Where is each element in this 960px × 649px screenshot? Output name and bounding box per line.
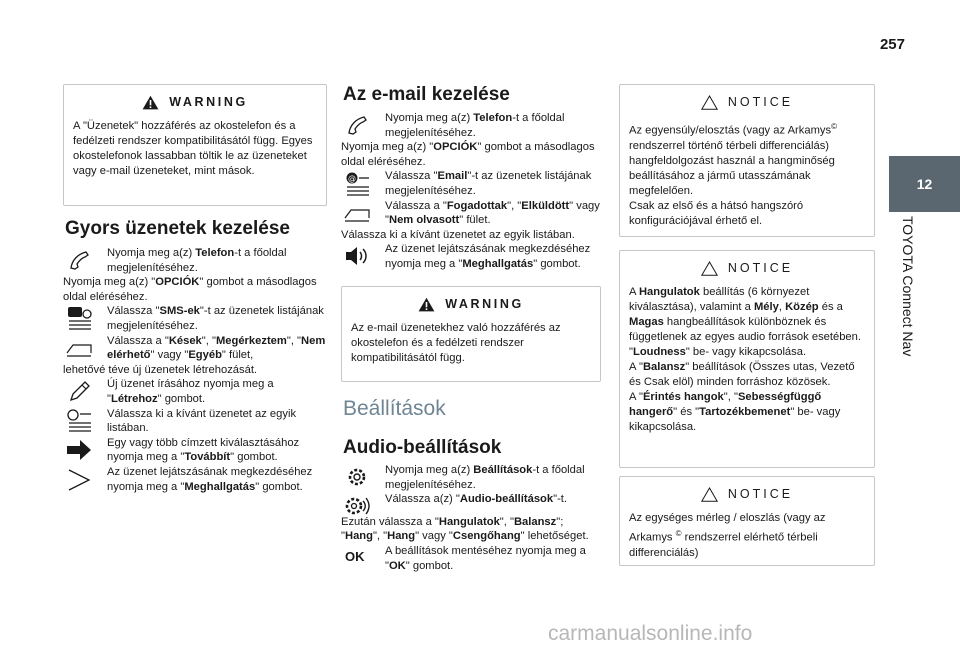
step-phone: Nyomja meg a(z) Telefon-t a főoldal megjelenítéséhez. (341, 111, 601, 140)
section-title-settings: Beállítások (343, 397, 446, 420)
tab-icon (343, 200, 371, 226)
sms-list-icon (65, 305, 93, 331)
warning-header (73, 85, 317, 119)
step-ok: OK A beállítások mentéséhez nyomja meg a "OK" gombot. (345, 544, 586, 572)
section-title-quick-messages: Gyors üzenetek kezelése (65, 218, 290, 239)
paragraph-options: Nyomja meg a(z) "OPCIÓK" gombot a másodlagos oldal eléréséhez. (341, 141, 595, 168)
warning-triangle-icon (142, 95, 159, 110)
message-list-icon (65, 408, 93, 434)
warning-header (351, 287, 591, 321)
notice-box-arkamys (619, 476, 875, 566)
audio-settings-icon (343, 493, 371, 519)
step-settings: Nyomja meg a(z) Beállítások-t a főoldal megjelenítéséhez. (341, 463, 601, 492)
warning-box-email (341, 286, 601, 382)
svg-text:@: @ (348, 174, 356, 184)
notice-title: NOTICE (727, 95, 794, 109)
step-create: Új üzenet írásához nyomja meg a "Létrehoz" gombot. (63, 377, 327, 406)
warning-triangle-icon (418, 297, 435, 312)
warning-text: A "Üzenetek" hozzáférés az okostelefon és a fedélzeti rendszer kompatibilitásától függ. Egyes okostelefonok lassabban töltik le az üzeneteket vagy e-mail üzeneteket, mint mások. (73, 120, 313, 177)
quick-messages-instructions (63, 246, 327, 494)
chapter-title: TOYOTA Connect Nav (900, 216, 916, 357)
notice-title: NOTICE (727, 261, 794, 275)
paragraph-audio-options: Ezután válassza a "Hangulatok", "Balansz"; "Hang", "Hang" vagy "Csengőhang" lehetőséget. (341, 515, 589, 543)
paragraph-select-message: Válassza ki a kívánt üzenetet az egyik listában. (341, 228, 575, 241)
pencil-icon (65, 378, 93, 404)
step-forward: Egy vagy több címzett kiválasztásához nyomja meg a "Továbbít" gombot. (63, 436, 327, 465)
notice-box-ambience (619, 250, 875, 468)
email-instructions (341, 111, 601, 272)
speaker-icon (343, 243, 371, 269)
warning-title: WARNING (445, 297, 524, 311)
gear-icon (343, 464, 371, 490)
section-title-email: Az e-mail kezelése (343, 84, 510, 105)
step-phone: Nyomja meg a(z) Telefon-t a főoldal megjelenítéséhez. (63, 246, 327, 275)
chapter-tab (889, 156, 960, 212)
notice-title: NOTICE (727, 487, 794, 501)
notice-header (629, 251, 865, 285)
notice-triangle-icon (701, 261, 718, 276)
notice-triangle-icon (701, 95, 718, 110)
forward-arrow-icon (65, 437, 93, 463)
paragraph-new-messages: lehetővé téve új üzenetek létrehozását. (63, 363, 258, 376)
audio-settings-instructions (341, 463, 601, 573)
step-select-message: Válassza ki a kívánt üzenetet az egyik listában. (63, 407, 327, 436)
step-tabs: Válassza a "Fogadottak", "Elküldött" vagy "Nem olvasott" fület. (341, 199, 601, 228)
notice-text: A Hangulatok beállítás (6 környezet kiválasztása), valamint a Mély, Közép és a Magas hangbeállítások különböznek és függetlenek az egyes audio források esetében. "Loudness" be- vagy kikapcsolása. A "Balansz" beállítások (Összes utas, Vezető és Csak elöl) minden forráshoz közösek. A "Érintés hangok", "Sebességfüggő hangerő" és "Tartozékbemenet" be- vagy kikapcsolása. (629, 286, 861, 433)
step-email: @ Válassza "Email"-t az üzenetek listájának megjelenítéséhez. (341, 169, 601, 198)
step-sms: Válassza "SMS-ek"-t az üzenetek listájának megjelenítéséhez. (63, 304, 327, 333)
step-listen: Az üzenet lejátszásának megkezdéséhez nyomja meg a "Meghallgatás" gombot. (341, 242, 601, 271)
notice-header (629, 85, 865, 119)
phone-icon (65, 247, 93, 273)
warning-box-messages (63, 84, 327, 206)
notice-triangle-icon (701, 487, 718, 502)
paragraph-options: Nyomja meg a(z) "OPCIÓK" gombot a másodlagos oldal eléréséhez. (63, 276, 317, 303)
notice-text: Az egységes mérleg / eloszlás (vagy az Arkamys © rendszerrel elérhető térbeli differenciálás) (629, 512, 826, 559)
step-tabs: Válassza a "Kések", "Megérkeztem", "Nem elérhető" vagy "Egyéb" fület, (63, 334, 327, 363)
step-listen: Az üzenet lejátszásának megkezdéséhez nyomja meg a "Meghallgatás" gombot. (63, 465, 327, 494)
phone-icon (343, 112, 371, 138)
email-list-icon (343, 170, 371, 196)
play-icon (65, 466, 93, 492)
page-number: 257 (879, 36, 905, 53)
subsection-title-audio: Audio-beállítások (343, 437, 502, 458)
notice-text: Az egyensúly/elosztás (vagy az Arkamys© rendszerrel történő térbeli differenciálás) hangfeldolgozást használ a hangminőség beállításához a jármű utasszámának megfelelően. Csak az első és a hátsó hangszóró konfigurációjával érhető el. (629, 122, 837, 227)
watermark: carmanualsonline.info (548, 622, 753, 645)
step-audio-settings: Válassza a(z) "Audio-beállítások"-t. (341, 492, 601, 507)
warning-text: Az e-mail üzenetekhez való hozzáférés az okostelefon és a fedélzeti rendszer kompatibilitásától függ. (351, 322, 561, 364)
notice-box-balance (619, 84, 875, 237)
chapter-number: 12 (916, 176, 933, 192)
tab-icon (65, 335, 93, 361)
warning-title: WARNING (169, 95, 248, 109)
ok-icon: OK (345, 548, 365, 564)
notice-header (629, 477, 865, 511)
